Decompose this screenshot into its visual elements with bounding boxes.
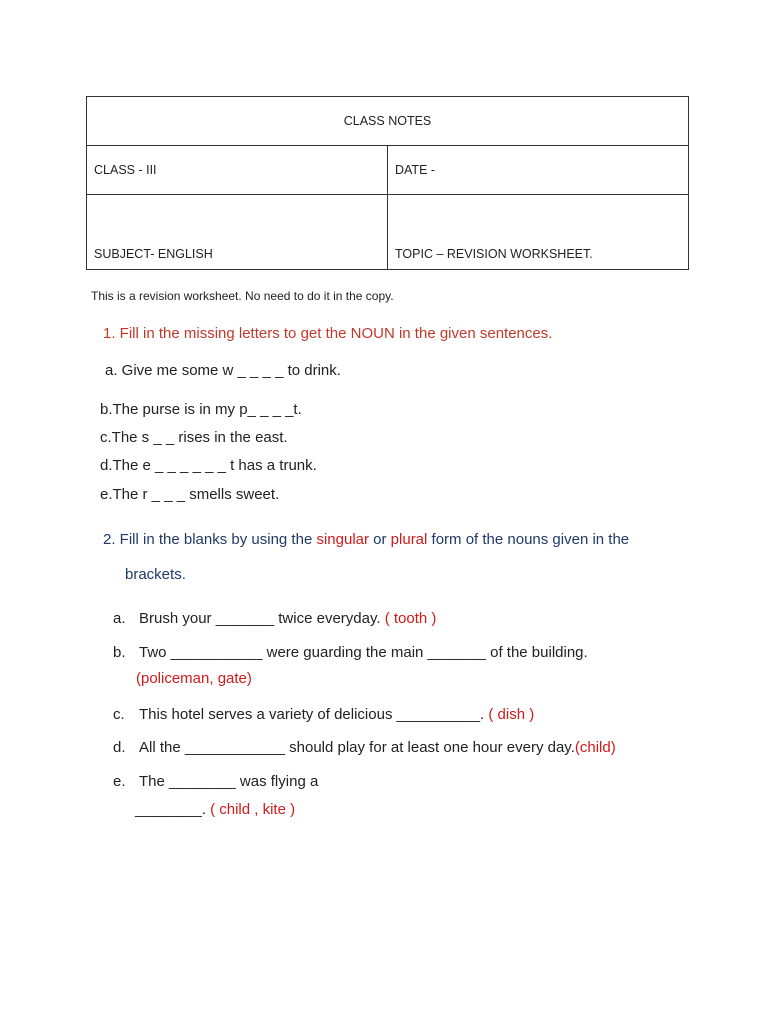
topic-label: TOPIC – REVISION WORKSHEET. <box>388 195 689 270</box>
item-hint: ( dish ) <box>488 706 535 723</box>
item-text: The ________ was flying a <box>139 773 319 790</box>
intro-note: This is a revision worksheet. No need to do it in the copy. <box>91 289 394 303</box>
item-text: ________. <box>135 801 211 818</box>
item-hint: ( tooth ) <box>384 610 437 627</box>
class-notes-title: CLASS NOTES <box>87 97 689 146</box>
item-letter: e. <box>113 773 126 790</box>
question-2-item-c <box>113 706 534 723</box>
question-2-heading <box>103 531 629 548</box>
question-1-item-b: b.The purse is in my p_ _ _ _t. <box>100 401 302 418</box>
question-1-noun: NOUN <box>350 325 395 342</box>
question-1-item-d: d.The e _ _ _ _ _ _ t has a trunk. <box>100 457 317 474</box>
item-letter: b. <box>113 644 126 661</box>
item-letter: c. <box>113 706 125 723</box>
item-hint: (child) <box>574 739 616 756</box>
question-2-item-e-continued <box>135 801 295 818</box>
question-2-plural: plural <box>390 531 428 548</box>
question-2-singular: singular <box>316 531 369 548</box>
item-text: Two ___________ were guarding the main _______ of the building. <box>139 644 588 661</box>
item-hint: ( child , kite ) <box>210 801 296 818</box>
question-2-part1: 2. Fill in the blanks by using the <box>103 531 317 548</box>
question-2-item-b-hint: (policeman, gate) <box>136 670 252 687</box>
question-1-item-e: e.The r _ _ _ smells sweet. <box>100 486 280 503</box>
date-label: DATE - <box>388 146 689 195</box>
question-2-item-d <box>113 739 616 756</box>
item-letter: a. <box>113 610 126 627</box>
question-1-item-c: c.The s _ _ rises in the east. <box>100 429 288 446</box>
question-1-prefix: 1. Fill in the missing letters to get the <box>103 325 351 342</box>
item-text: This hotel serves a variety of delicious __________. <box>139 706 489 723</box>
question-2-heading-continued: brackets. <box>125 566 186 583</box>
question-1-item-a: a. Give me some w _ _ _ _ to drink. <box>105 362 341 379</box>
question-2-item-b <box>113 644 588 661</box>
question-2-item-e <box>113 773 318 790</box>
item-text: All the ____________ should play for at least one hour every day. <box>139 739 575 756</box>
question-2-or: or <box>368 531 391 548</box>
item-letter: d. <box>113 739 126 756</box>
question-1-heading <box>103 325 552 342</box>
question-2-part2: form of the nouns given in the <box>427 531 630 548</box>
class-label: CLASS - III <box>87 146 388 195</box>
subject-label: SUBJECT- ENGLISH <box>87 195 388 270</box>
class-notes-header-table <box>86 96 689 270</box>
question-2-item-a <box>113 610 436 627</box>
item-text: Brush your _______ twice everyday. <box>139 610 385 627</box>
question-1-suffix: in the given sentences. <box>394 325 553 342</box>
